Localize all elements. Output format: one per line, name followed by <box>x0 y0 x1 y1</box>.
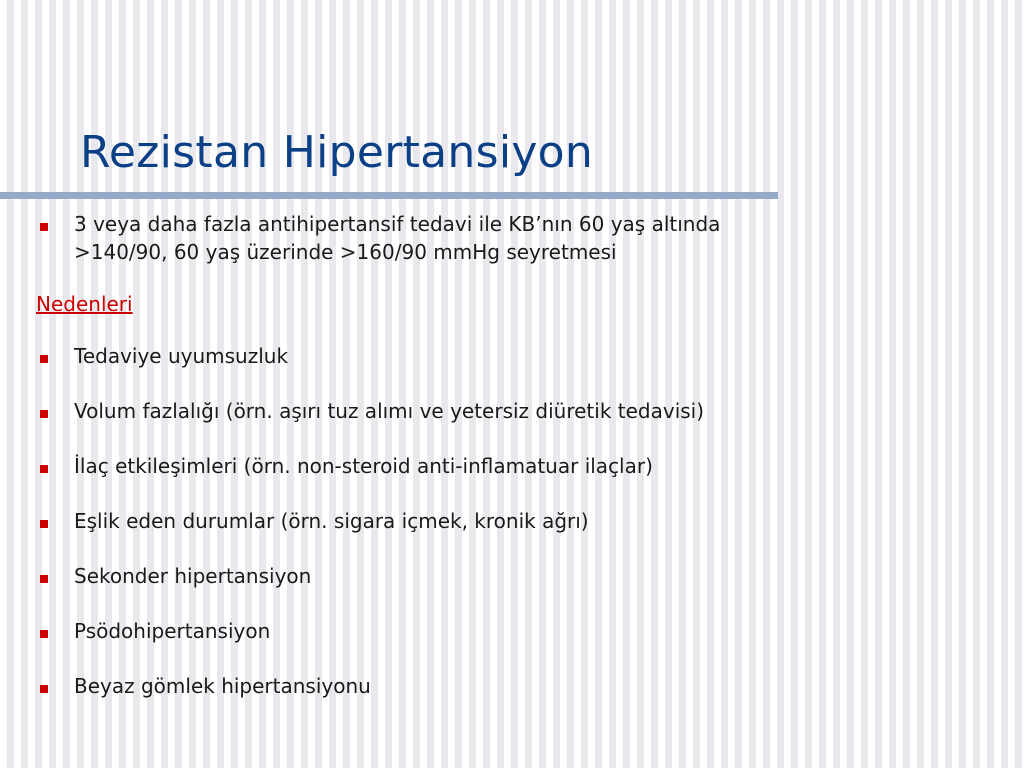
square-bullet-icon <box>40 410 48 418</box>
cause-text: Eşlik eden durumlar (örn. sigara içmek, kronik ağrı) <box>74 509 589 533</box>
cause-item <box>36 452 996 480</box>
title-underline-bar <box>0 192 778 199</box>
definition-line-2: >140/90, 60 yaş üzerinde >160/90 mmHg seyretmesi <box>74 240 617 264</box>
square-bullet-icon <box>40 520 48 528</box>
square-bullet-icon <box>40 575 48 583</box>
slide-title: Rezistan Hipertansiyon <box>80 127 594 178</box>
cause-item <box>36 342 996 370</box>
square-bullet-icon <box>40 223 48 231</box>
square-bullet-icon <box>40 685 48 693</box>
causes-heading-link[interactable]: Nedenleri <box>36 292 133 316</box>
cause-text: Sekonder hipertansiyon <box>74 564 312 588</box>
cause-item <box>36 672 996 700</box>
cause-text: Tedaviye uyumsuzluk <box>74 344 289 368</box>
cause-item <box>36 617 996 645</box>
cause-text: Psödohipertansiyon <box>74 619 271 643</box>
cause-item <box>36 397 996 425</box>
square-bullet-icon <box>40 355 48 363</box>
definition-line-1: 3 veya daha fazla antihipertansif tedavi ile KB’nın 60 yaş altında <box>74 212 721 236</box>
cause-item <box>36 562 996 590</box>
cause-text: İlaç etkileşimleri (örn. non-steroid anti-inflamatuar ilaçlar) <box>74 454 653 478</box>
definition-item <box>36 210 996 266</box>
cause-item <box>36 507 996 535</box>
square-bullet-icon <box>40 465 48 473</box>
cause-text: Volum fazlalığı (örn. aşırı tuz alımı ve yetersiz diüretik tedavisi) <box>74 399 705 423</box>
cause-text: Beyaz gömlek hipertansiyonu <box>74 674 371 698</box>
slide-content <box>36 210 996 700</box>
square-bullet-icon <box>40 630 48 638</box>
